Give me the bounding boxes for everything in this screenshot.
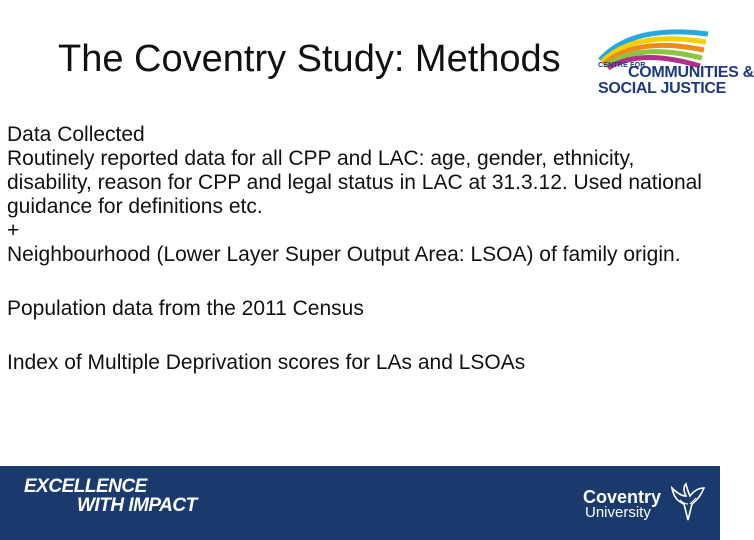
body-heading: Data Collected xyxy=(7,123,145,146)
footer-tagline-impact: WITH IMPACT xyxy=(77,495,197,516)
logo-centre-for: CENTRE FOR xyxy=(598,62,646,69)
body-paragraph-routine-data: Routinely reported data for all CPP and LAC: age, gender, ethnicity, disability, reason for CPP and legal status in LAC at 31.3.12. Used national guidance for definitions etc. xyxy=(7,147,702,218)
body-paragraph-neighbourhood: Neighbourhood (Lower Layer Super Output Area: LSOA) of family origin. xyxy=(7,243,681,266)
body-plus: + xyxy=(7,219,20,242)
body-paragraph-imd: Index of Multiple Deprivation scores for LAs and LSOAs xyxy=(7,351,526,374)
slide-title: The Coventry Study: Methods xyxy=(58,38,561,80)
coventry-logo-text: Coventry xyxy=(583,487,662,507)
footer-tagline-excellence: EXCELLENCE xyxy=(24,476,147,497)
logo-communities: COMMUNITIES & xyxy=(628,64,754,81)
body-paragraph-population: Population data from the 2011 Census xyxy=(7,297,364,320)
slide-body xyxy=(7,123,707,375)
phoenix-icon xyxy=(670,482,706,522)
university-logo-text: University xyxy=(585,504,651,521)
logo-social-justice: SOCIAL JUSTICE xyxy=(598,80,726,97)
